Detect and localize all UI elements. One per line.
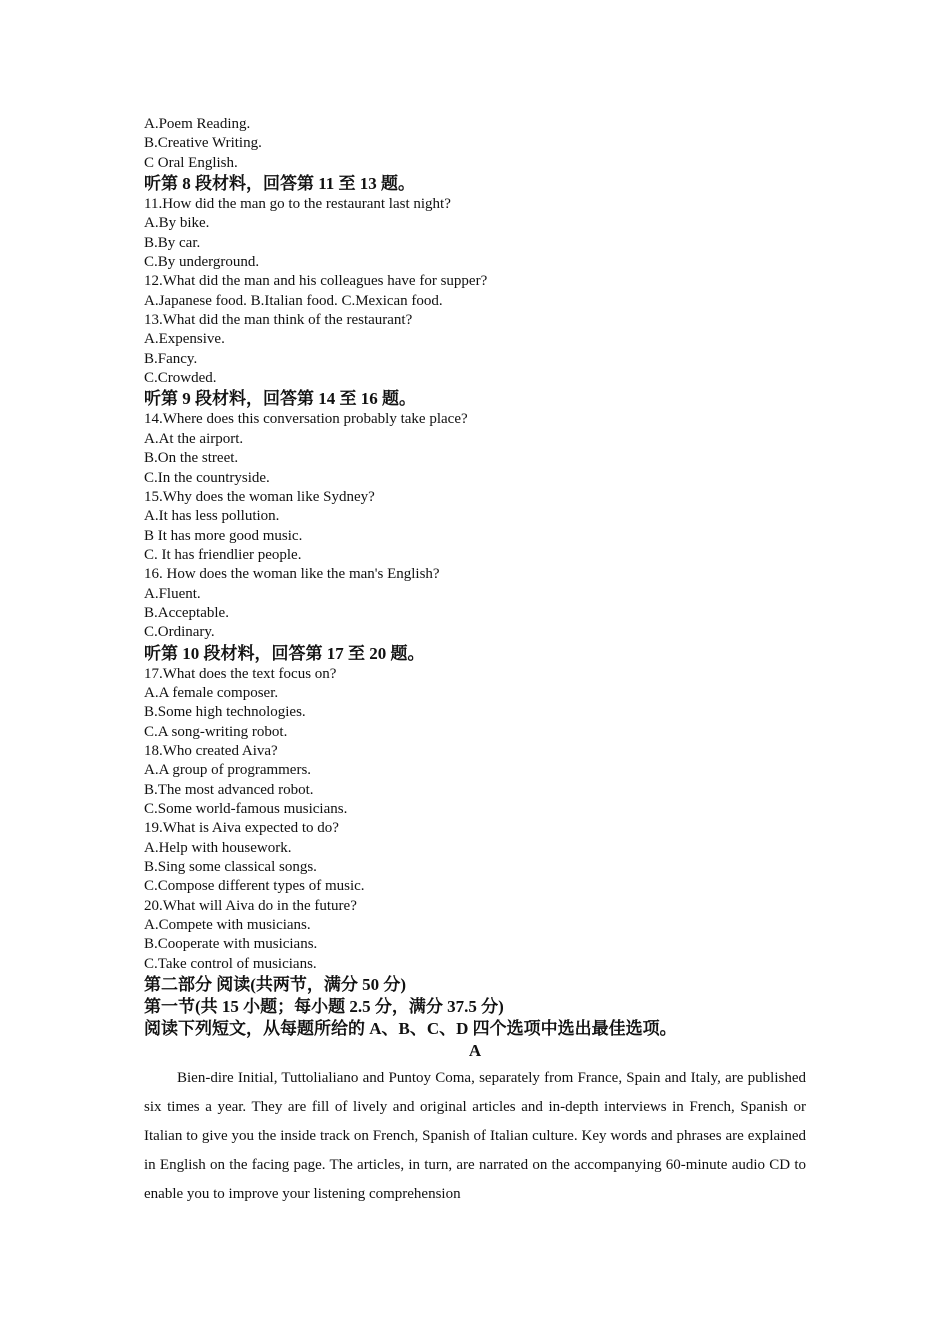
text-line: C.Ordinary. [144, 624, 215, 641]
text-line: C. It has friendlier people. [144, 546, 302, 563]
section-one-title: 第一节(共 15 小题；每小题 2.5 分，满分 37.5 分) [144, 997, 504, 1017]
questions-11-13 [144, 195, 806, 388]
text-line: C.Take control of musicians. [144, 955, 317, 972]
text-line: 16. How does the woman like the man's English? [144, 566, 440, 583]
text-line: C.A song-writing robot. [144, 723, 288, 740]
text-line: A.Help with housework. [144, 839, 292, 856]
document-page [144, 115, 806, 1209]
questions-14-16 [144, 410, 806, 642]
text-line: B.Acceptable. [144, 604, 229, 621]
text-line: 15.Why does the woman like Sydney? [144, 488, 375, 505]
reading-instructions: 阅读下列短文，从每题所给的 A、B、C、D 四个选项中选出最佳选项。 [144, 1019, 677, 1039]
text-line: 12.What did the man and his colleagues have for supper? [144, 273, 488, 290]
text-line: B.Some high technologies. [144, 704, 306, 721]
part-two-title: 第二部分 阅读(共两节，满分 50 分) [144, 975, 407, 995]
text-line: B.By car. [144, 234, 201, 251]
text-line: A.A group of programmers. [144, 762, 312, 779]
text-line: B.Cooperate with musicians. [144, 936, 318, 953]
passage-label: A [468, 1041, 482, 1061]
text-line: A.By bike. [144, 215, 210, 232]
text-line: C.Some world-famous musicians. [144, 801, 348, 817]
text-line: A.Fluent. [144, 585, 201, 602]
text-line: A.A female composer. [144, 684, 279, 701]
questions-17-20 [144, 665, 806, 975]
text-line: C.In the countryside. [144, 469, 270, 486]
text-line: A.It has less pollution. [144, 508, 280, 525]
text-line: C.Compose different types of music. [144, 878, 365, 895]
text-line: A.Japanese food. B.Italian food. C.Mexican food. [144, 292, 443, 309]
text-line: A.Compete with musicians. [144, 917, 311, 934]
text-line: B.Sing some classical songs. [144, 859, 317, 876]
text-line: 18.Who created Aiva? [144, 742, 278, 759]
text-line: 13.What did the man think of the restaurant? [144, 312, 413, 329]
text-line: B.The most advanced robot. [144, 781, 314, 798]
text-line: A.Poem Reading. [144, 116, 251, 132]
section-heading-9: 听第 9 段材料，回答第 14 至 16 题。 [144, 389, 416, 409]
text-line: 19.What is Aiva expected to do? [144, 820, 339, 837]
text-line: B It has more good music. [144, 527, 303, 544]
text-line: 14.Where does this conversation probably take place? [144, 411, 468, 428]
text-line: C.By underground. [144, 254, 260, 271]
text-line: 20.What will Aiva do in the future? [144, 897, 357, 914]
section-heading-10: 听第 10 段材料，回答第 17 至 20 题。 [144, 643, 425, 663]
text-line: 11.How did the man go to the restaurant last night? [144, 196, 451, 213]
text-line: A.Expensive. [144, 331, 225, 348]
section-heading-8: 听第 8 段材料，回答第 11 至 13 题。 [144, 174, 416, 194]
text-line: B.On the street. [144, 450, 239, 467]
text-line: A.At the airport. [144, 430, 244, 447]
options-q10 [144, 115, 806, 173]
passage-paragraph: Bien-dire Initial, Tuttolialiano and Puntoy Coma, separately from France, Spain and Italy, are published six times a year. They are fill of lively and original articles and in-depth interviews in French, Spanish or Italian to give you the inside track on French, Spanish of Italian culture. Key words and phrases are explained in English on the facing page. The articles, in turn, are narrated on the accompanying 60-minute audio CD to enable you to improve your listening comprehension [144, 1070, 806, 1203]
text-line: B.Creative Writing. [144, 135, 262, 152]
text-line: C.Crowded. [144, 370, 217, 387]
text-line: C Oral English. [144, 154, 238, 171]
text-line: B.Fancy. [144, 350, 198, 367]
text-line: 17.What does the text focus on? [144, 665, 337, 682]
